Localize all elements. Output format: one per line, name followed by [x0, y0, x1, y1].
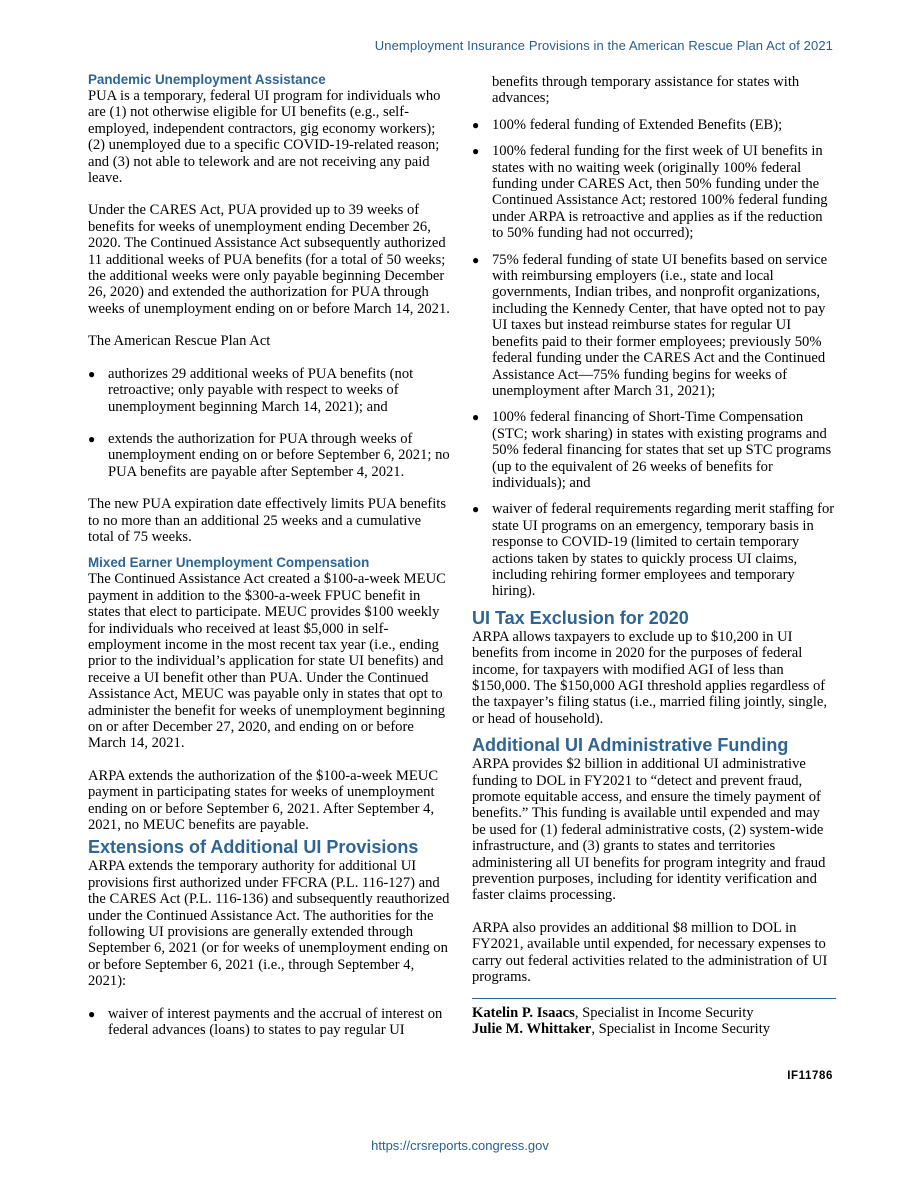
list-item: ● 100% federal financing of Short-Time Compensation (STC; work sharing) in states with existing programs and 50% federal financing for states that set up STC programs (up to the equivalent of 26 weeks of benefits for individuals); and: [472, 409, 832, 491]
extensions-bullet-list: [472, 117, 836, 600]
author-divider: [472, 998, 836, 999]
meuc-paragraph-2: ARPA extends the authorization of the $100-a-week MEUC payment in participating states for weeks of unemployment ending on or before September 6, 2021. After September 4, 2021, no MEUC benefits are payable.: [88, 767, 439, 834]
extensions-heading: Extensions of Additional UI Provisions: [88, 837, 419, 858]
pua-heading: Pandemic Unemployment Assistance: [88, 72, 326, 87]
footer-link[interactable]: https://crsreports.congress.gov: [371, 1138, 549, 1153]
left-column: [88, 72, 450, 1039]
extensions-bullet-1-continued: benefits through temporary assistance for states with advances;: [492, 74, 800, 107]
bullet-icon: ●: [472, 410, 480, 425]
pua-paragraph-1: PUA is a temporary, federal UI program for individuals who are (1) not otherwise eligible for UI benefits (e.g., self-employed, independent contractors, gig economy workers); (2) unemployed due to a specific COVID-19-related reason; and (3) not able to telework and are not receiving any paid leave.: [88, 88, 441, 187]
meuc-heading: Mixed Earner Unemployment Compensation: [88, 555, 370, 571]
running-header: Unemployment Insurance Provisions in the American Rescue Plan Act of 2021: [374, 38, 833, 53]
admin-funding-paragraph-2: ARPA also provides an additional $8 million to DOL in FY2021, available until expended, for necessary expenses to carry out federal activities related to the administration of UI programs.: [472, 919, 828, 986]
list-item: ● 75% federal funding of state UI benefits based on service with reimbursing employers (i.e., state and local governments, Indian tribes, and nonprofit organizations, including the Kennedy Center, that have opted not to pay UI taxes but instead reimburse states for regular UI benefits paid to their former employees; previously 50% federal funding under the CARES Act and the Continued Assistance Act—75% funding begins for weeks of unemployment after March 31, 2021);: [472, 251, 828, 399]
bullet-icon: ●: [88, 431, 96, 446]
right-column: [472, 74, 836, 1037]
bullet-icon: ●: [88, 1006, 96, 1021]
bullet-icon: ●: [472, 502, 480, 517]
pua-bullet-list: [88, 366, 450, 480]
admin-funding-paragraph-1: ARPA provides $2 billion in additional UI administrative funding to DOL in FY2021 to “detect and prevent fraud, promote equitable access, and ensure the timely payment of benefits.” This funding is available until expended and may be used for (1) federal administrative costs, (2) system-wide infrastructure, and (3) grants to states and territories administering all UI benefits for program integrity and fraud prevention purposes, including for identity verification and faster claims processing.: [472, 756, 826, 904]
pua-paragraph-2: Under the CARES Act, PUA provided up to 39 weeks of benefits for weeks of unemployment ending December 26, 2020. The Continued Assistance Act subsequently authorized 11 additional weeks of PUA benefits (for a total of 50 weeks; the additional weeks were only payable beginning December 26, 2020) and extended the authorization for PUA through weeks of unemployment ending on or before March 14, 2021.: [88, 202, 450, 317]
extensions-bullet-list-start: [88, 1006, 450, 1039]
list-item: ● waiver of federal requirements regarding merit staffing for state UI programs on an emergency, temporary basis in response to COVID-19 (limited to certain temporary actions taken by states to quickly process UI claims, including rehiring former employees and temporary hiring).: [472, 501, 835, 600]
list-item: ● 100% federal funding for the first week of UI benefits in states with no waiting week (originally 100% federal funding under CARES Act, then 50% funding under the Continued Assistance Act; restored 100% federal funding under ARPA is retroactive and applies as if the reduction to 50% funding had not occurred);: [472, 143, 828, 242]
extensions-paragraph-1: ARPA extends the temporary authority for additional UI provisions first authorized under FFCRA (P.L. 116-127) and the CARES Act (P.L. 116-136) and subsequently reauthorized under the Continued Assistance Act. The authorities for the following UI provisions are generally extended through September 6, 2021 (or for weeks of unemployment ending on or before September 6, 2021 (i.e., through September 4, 2021):: [88, 858, 450, 990]
bullet-icon: ●: [88, 366, 96, 381]
tax-exclusion-heading: UI Tax Exclusion for 2020: [472, 607, 689, 628]
report-id: IF11786: [787, 1070, 833, 1082]
author-line-1: Katelin P. Isaacs, Specialist in Income Security: [472, 1004, 754, 1021]
list-item: ● authorizes 29 additional weeks of PUA benefits (not retroactive; only payable with respect to weeks of unemployment beginning March 14, 2021); and: [88, 365, 414, 415]
pua-paragraph-3: The American Rescue Plan Act: [88, 333, 271, 350]
tax-exclusion-paragraph: ARPA allows taxpayers to exclude up to $10,200 in UI benefits from income in 2020 for the purposes of federal income, for taxpayers with modified AGI of less than $150,000. The $150,000 AGI threshold applies regardless of the taxpayer’s filing status (i.e., married filing jointly, single, or head of household).: [472, 628, 828, 727]
bullet-icon: ●: [472, 117, 480, 132]
pua-paragraph-4: The new PUA expiration date effectively limits PUA benefits to no more than an additional 25 weeks and a cumulative total of 75 weeks.: [88, 496, 447, 545]
bullet-icon: ●: [472, 144, 480, 159]
author-line-2: Julie M. Whittaker, Specialist in Income Security: [472, 1020, 771, 1037]
list-item: ● extends the authorization for PUA through weeks of unemployment ending on or before September 6, 2021; no PUA benefits are payable after September 4, 2021.: [88, 430, 450, 480]
list-item: ● waiver of interest payments and the accrual of interest on federal advances (loans) to states to pay regular UI: [88, 1005, 443, 1039]
list-item: ● 100% federal funding of Extended Benefits (EB);: [472, 116, 783, 133]
bullet-icon: ●: [472, 252, 480, 267]
admin-funding-heading: Additional UI Administrative Funding: [472, 735, 789, 756]
meuc-paragraph-1: The Continued Assistance Act created a $100-a-week MEUC payment in addition to the $300-a-week FPUC benefit in states that elect to participate. MEUC provides $100 weekly for individuals who received at least $5,000 in self-employment income in the most recent tax year (i.e., ending prior to the individual’s application for state UI benefits) and receive a UI benefit other than PUA. Under the Continued Assistance Act, MEUC was payable only in states that opt to administer the benefit for weeks of unemployment beginning on or after December 27, 2020, and ending on or before March 14, 2021.: [88, 571, 446, 752]
